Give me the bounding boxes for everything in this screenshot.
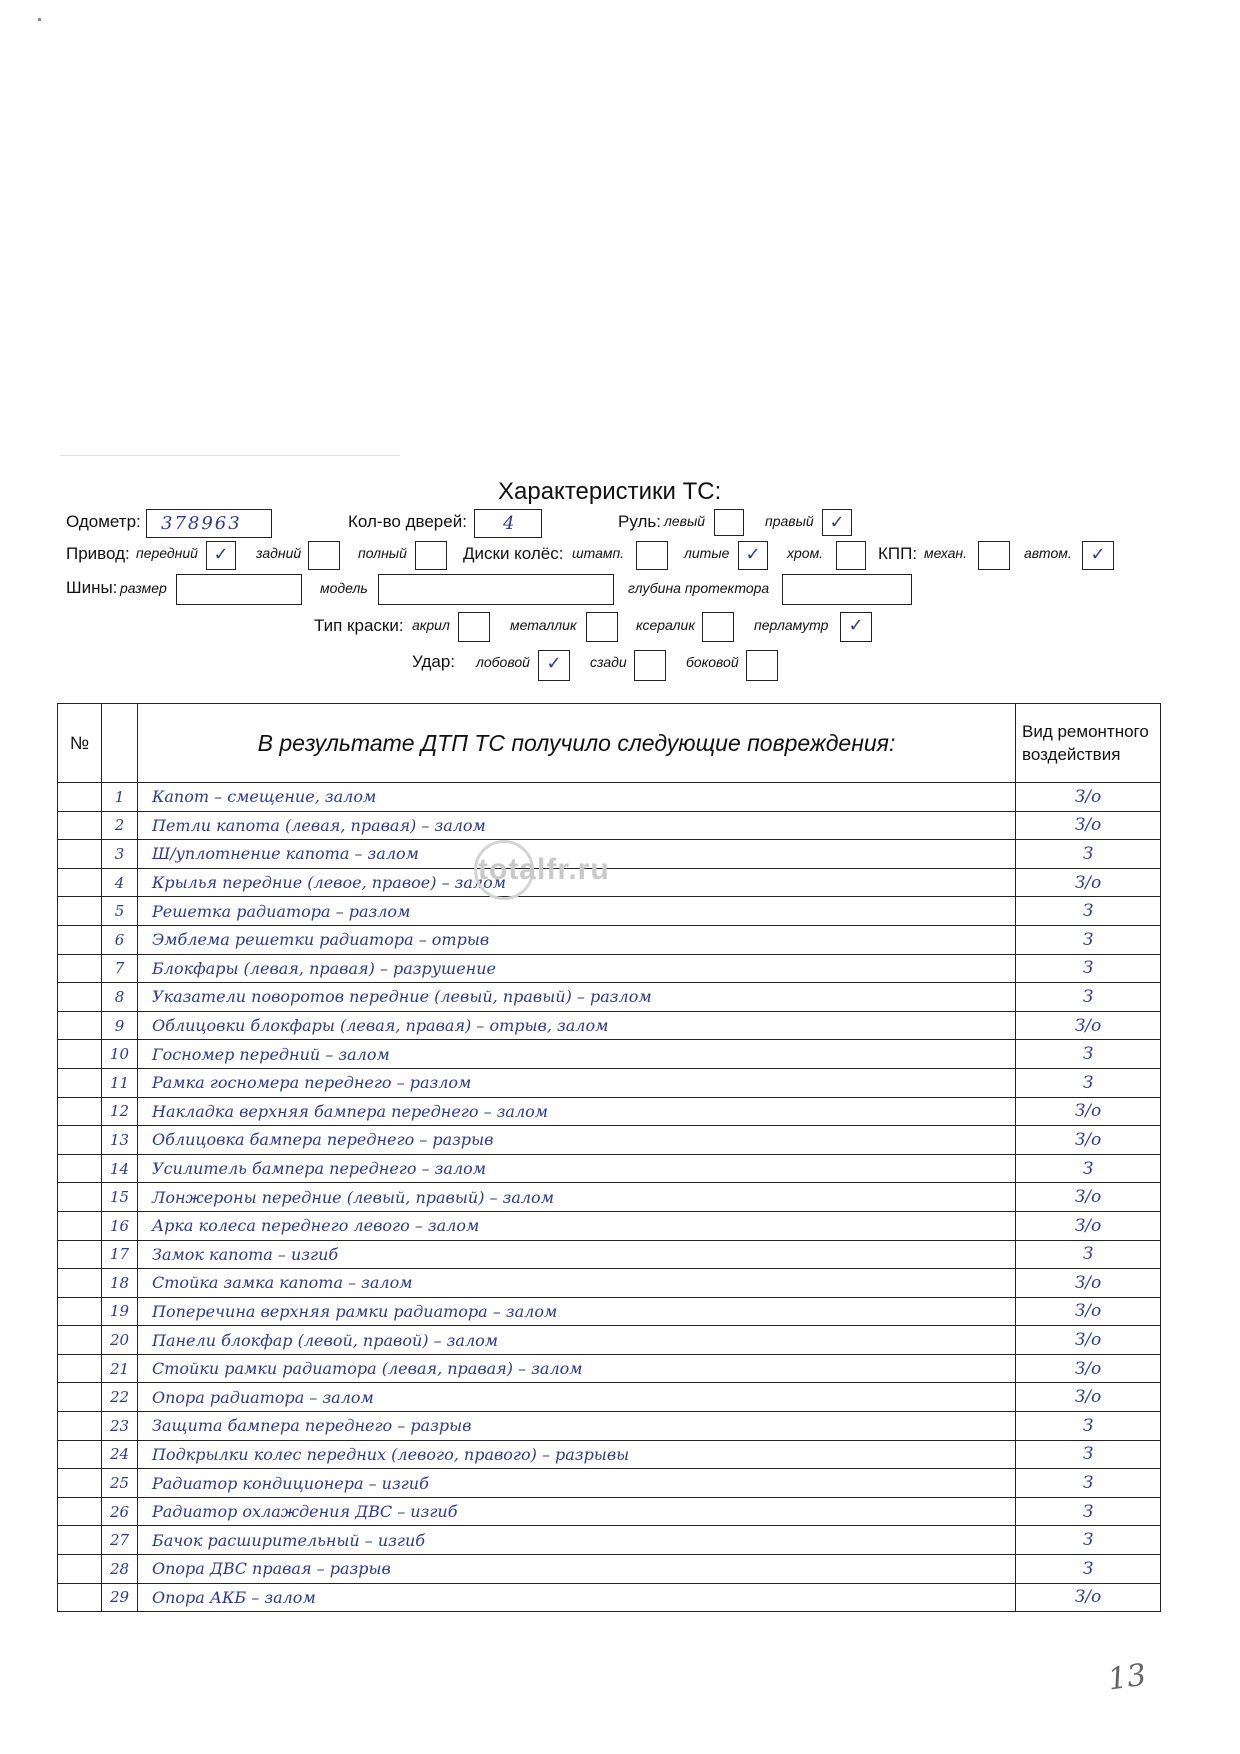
row-repair-type: З [1016, 1154, 1161, 1183]
table-row [58, 1383, 1161, 1412]
row-damage-description: Накладка верхняя бампера переднего – залом [138, 1097, 1016, 1126]
gearbox-manual-label: механ. [924, 545, 967, 561]
row-damage-description: Радиатор охлаждения ДВС – изгиб [138, 1497, 1016, 1526]
row-index-cell [58, 1154, 102, 1183]
row-damage-description: Облицовка бампера переднего – разрыв [138, 1126, 1016, 1155]
table-row [58, 1040, 1161, 1069]
row-number: 18 [102, 1269, 138, 1298]
row-repair-type: З/о [1016, 1011, 1161, 1040]
table-row [58, 954, 1161, 983]
rims-chrome-label: хром. [787, 545, 824, 561]
table-row [58, 1326, 1161, 1355]
row-index-cell [58, 783, 102, 812]
row-index-cell [58, 1011, 102, 1040]
row-repair-type: З/о [1016, 1354, 1161, 1383]
gearbox-auto-box [1082, 541, 1114, 570]
row-number: 14 [102, 1154, 138, 1183]
paint-pearl-label: перламутр [754, 617, 829, 633]
row-damage-description: Замок капота – изгиб [138, 1240, 1016, 1269]
row-index-cell [58, 954, 102, 983]
row-number: 6 [102, 925, 138, 954]
tires-model-field [378, 574, 614, 605]
row-repair-type: З [1016, 925, 1161, 954]
row-damage-description: Петли капота (левая, правая) – залом [138, 811, 1016, 840]
col-num-header: № [58, 704, 102, 783]
row-index-cell [58, 1440, 102, 1469]
row-index-cell [58, 1068, 102, 1097]
table-row [58, 1440, 1161, 1469]
row-index-cell [58, 1211, 102, 1240]
row-index-cell [58, 1040, 102, 1069]
rims-stamp-box [636, 541, 668, 570]
faint-rule [60, 455, 400, 456]
row-repair-type: З/о [1016, 1383, 1161, 1412]
row-number: 13 [102, 1126, 138, 1155]
tires-model-label: модель [320, 580, 368, 596]
drive-label: Привод: [66, 544, 130, 563]
row-number: 19 [102, 1297, 138, 1326]
row-number: 15 [102, 1183, 138, 1212]
paint-metallic-box [586, 612, 618, 642]
table-row [58, 1526, 1161, 1555]
row-index-cell [58, 1555, 102, 1584]
row-index-cell [58, 1326, 102, 1355]
impact-rear-box [634, 650, 666, 681]
table-header-row [58, 704, 1161, 783]
doors-field [474, 509, 542, 538]
row-index-cell [58, 1583, 102, 1612]
row-repair-type: З [1016, 1526, 1161, 1555]
row-number: 27 [102, 1526, 138, 1555]
watermark-text: totalfr.ru [478, 853, 610, 886]
row-damage-description: Поперечина верхняя рамки радиатора – залом [138, 1297, 1016, 1326]
tires-label: Шины: [66, 578, 118, 597]
row-repair-type: З [1016, 1469, 1161, 1498]
row-index-cell [58, 1469, 102, 1498]
row-damage-description: Госномер передний – залом [138, 1040, 1016, 1069]
row-damage-description: Защита бампера переднего – разрыв [138, 1412, 1016, 1441]
row-repair-type: З/о [1016, 1211, 1161, 1240]
impact-front-label: лобовой [476, 654, 530, 670]
row-repair-type: З/о [1016, 811, 1161, 840]
row-number: 9 [102, 1011, 138, 1040]
row-repair-type: З/о [1016, 783, 1161, 812]
row-repair-type: З/о [1016, 1297, 1161, 1326]
row-number: 17 [102, 1240, 138, 1269]
table-row [58, 1068, 1161, 1097]
row-repair-type: З/о [1016, 1183, 1161, 1212]
tires-size-label: размер [120, 580, 167, 596]
row-repair-type: З [1016, 1555, 1161, 1584]
table-row [58, 1497, 1161, 1526]
wheel-label: Руль: [618, 512, 661, 531]
row-index-cell [58, 925, 102, 954]
row-index-cell [58, 1383, 102, 1412]
row-repair-type: З [1016, 1040, 1161, 1069]
row-number: 29 [102, 1583, 138, 1612]
row-index-cell [58, 983, 102, 1012]
doors-value: 4 [503, 513, 515, 534]
damage-table [57, 703, 1161, 1612]
row-number: 21 [102, 1354, 138, 1383]
check-icon: ✓ [213, 544, 229, 565]
impact-front-box [538, 650, 570, 681]
row-repair-type: З [1016, 840, 1161, 869]
row-index-cell [58, 897, 102, 926]
drive-full-box [415, 541, 447, 570]
row-damage-description: Опора ДВС правая – разрыв [138, 1555, 1016, 1584]
row-number: 7 [102, 954, 138, 983]
drive-rear-box [308, 541, 340, 570]
col-type-header: Вид ремонтного воздействия [1016, 704, 1161, 783]
rims-cast-box [738, 541, 768, 570]
row-index-cell [58, 840, 102, 869]
row-index-cell [58, 1240, 102, 1269]
page-number: 13 [1105, 1657, 1149, 1698]
row-index-cell [58, 1183, 102, 1212]
row-repair-type: З/о [1016, 1269, 1161, 1298]
col-desc-header: В результате ДТП ТС получило следующие повреждения: [138, 704, 1016, 783]
row-damage-description: Бачок расширительный – изгиб [138, 1526, 1016, 1555]
row-damage-description: Усилитель бампера переднего – залом [138, 1154, 1016, 1183]
row-repair-type: З [1016, 954, 1161, 983]
row-repair-type: З/о [1016, 1326, 1161, 1355]
drive-front-box [206, 541, 236, 570]
row-number: 5 [102, 897, 138, 926]
table-row [58, 1297, 1161, 1326]
drive-rear-label: задний [256, 545, 302, 561]
col-spacer-header [102, 704, 138, 783]
impact-side-box [746, 650, 778, 681]
section-title: Характеристики ТС: [498, 478, 722, 505]
tread-depth-field [782, 574, 912, 605]
wheel-right-label: правый [765, 513, 814, 529]
paint-xirallic-label: ксералик [636, 617, 695, 633]
row-repair-type: З/о [1016, 868, 1161, 897]
gearbox-auto-label: автом. [1024, 545, 1072, 561]
row-number: 3 [102, 840, 138, 869]
rims-stamp-label: штамп. [572, 545, 625, 561]
paint-acryl-label: акрил [412, 617, 450, 633]
row-number: 10 [102, 1040, 138, 1069]
table-row [58, 1412, 1161, 1441]
check-icon: ✓ [829, 512, 845, 533]
table-row [58, 897, 1161, 926]
table-row [58, 1097, 1161, 1126]
drive-full-label: полный [358, 545, 407, 561]
scan-speck [38, 18, 41, 21]
row-index-cell [58, 1354, 102, 1383]
row-repair-type: З [1016, 897, 1161, 926]
row-index-cell [58, 1497, 102, 1526]
wheel-left-box [714, 509, 744, 536]
impact-label: Удар: [412, 652, 456, 671]
row-number: 1 [102, 783, 138, 812]
table-row [58, 983, 1161, 1012]
wheel-left-label: левый [664, 513, 706, 529]
row-damage-description: Указатели поворотов передние (левый, правый) – разлом [138, 983, 1016, 1012]
row-repair-type: З/о [1016, 1097, 1161, 1126]
row-number: 11 [102, 1068, 138, 1097]
row-index-cell [58, 1097, 102, 1126]
row-damage-description: Панели блокфар (левой, правой) – залом [138, 1326, 1016, 1355]
row-index-cell [58, 1297, 102, 1326]
row-number: 2 [102, 811, 138, 840]
row-damage-description: Стойки рамки радиатора (левая, правая) – залом [138, 1354, 1016, 1383]
row-number: 24 [102, 1440, 138, 1469]
drive-front-label: передний [136, 545, 198, 561]
wheel-right-box [822, 509, 852, 536]
row-index-cell [58, 1269, 102, 1298]
row-number: 20 [102, 1326, 138, 1355]
check-icon: ✓ [745, 544, 761, 565]
row-index-cell [58, 811, 102, 840]
row-repair-type: З [1016, 1240, 1161, 1269]
row-number: 28 [102, 1555, 138, 1584]
rims-chrome-box [836, 541, 866, 570]
row-number: 26 [102, 1497, 138, 1526]
row-repair-type: З [1016, 1412, 1161, 1441]
row-damage-description: Крылья передние (левое, правое) – залом [138, 868, 1016, 897]
impact-rear-label: сзади [590, 654, 627, 670]
paint-label: Тип краски: [314, 616, 404, 635]
row-repair-type: З [1016, 1440, 1161, 1469]
tread-depth-label: глубина протектора [628, 580, 770, 596]
rims-cast-label: литые [684, 545, 730, 561]
row-number: 12 [102, 1097, 138, 1126]
row-number: 22 [102, 1383, 138, 1412]
table-row [58, 1154, 1161, 1183]
row-damage-description: Лонжероны передние (левый, правый) – залом [138, 1183, 1016, 1212]
table-row [58, 925, 1161, 954]
paint-metallic-label: металлик [510, 617, 577, 633]
row-damage-description: Опора радиатора – залом [138, 1383, 1016, 1412]
row-repair-type: З/о [1016, 1583, 1161, 1612]
paint-pearl-box [840, 612, 872, 642]
impact-side-label: боковой [686, 654, 739, 670]
table-row [58, 1183, 1161, 1212]
row-index-cell [58, 868, 102, 897]
tires-size-field [176, 574, 302, 605]
row-damage-description: Подкрылки колес передних (левого, правого) – разрывы [138, 1440, 1016, 1469]
row-damage-description: Рамка госномера переднего – разлом [138, 1068, 1016, 1097]
row-damage-description: Радиатор кондиционера – изгиб [138, 1469, 1016, 1498]
row-damage-description: Облицовки блокфары (левая, правая) – отрыв, залом [138, 1011, 1016, 1040]
paint-xirallic-box [702, 612, 734, 642]
doors-label: Кол-во дверей: [348, 512, 467, 531]
row-repair-type: З [1016, 983, 1161, 1012]
row-damage-description: Эмблема решетки радиатора – отрыв [138, 925, 1016, 954]
row-number: 23 [102, 1412, 138, 1441]
check-icon: ✓ [546, 653, 562, 674]
rims-label: Диски колёс: [463, 544, 564, 563]
row-damage-description: Решетка радиатора – разлом [138, 897, 1016, 926]
row-index-cell [58, 1126, 102, 1155]
row-repair-type: З [1016, 1497, 1161, 1526]
check-icon: ✓ [848, 615, 864, 636]
odometer-field [146, 509, 272, 538]
row-number: 16 [102, 1211, 138, 1240]
table-row [58, 1469, 1161, 1498]
row-number: 8 [102, 983, 138, 1012]
table-row [58, 1126, 1161, 1155]
row-number: 4 [102, 868, 138, 897]
table-row [58, 1211, 1161, 1240]
row-repair-type: З/о [1016, 1126, 1161, 1155]
table-row [58, 1354, 1161, 1383]
row-damage-description: Капот – смещение, залом [138, 783, 1016, 812]
row-index-cell [58, 1526, 102, 1555]
table-row [58, 1240, 1161, 1269]
odometer-value: 378963 [161, 513, 242, 534]
table-row [58, 1011, 1161, 1040]
table-row [58, 1269, 1161, 1298]
row-number: 25 [102, 1469, 138, 1498]
row-damage-description: Арка колеса переднего левого – залом [138, 1211, 1016, 1240]
table-row [58, 1583, 1161, 1612]
row-damage-description: Блокфары (левая, правая) – разрушение [138, 954, 1016, 983]
table-row [58, 811, 1161, 840]
table-row [58, 1555, 1161, 1584]
row-damage-description: Опора АКБ – залом [138, 1583, 1016, 1612]
gearbox-label: КПП: [878, 544, 918, 563]
paint-acryl-box [458, 612, 490, 642]
row-repair-type: З [1016, 1068, 1161, 1097]
odometer-label: Одометр: [66, 512, 141, 531]
row-damage-description: Ш/уплотнение капота – залом [138, 840, 1016, 869]
row-index-cell [58, 1412, 102, 1441]
table-row [58, 783, 1161, 812]
row-damage-description: Стойка замка капота – залом [138, 1269, 1016, 1298]
gearbox-manual-box [978, 541, 1010, 570]
check-icon: ✓ [1090, 544, 1106, 565]
